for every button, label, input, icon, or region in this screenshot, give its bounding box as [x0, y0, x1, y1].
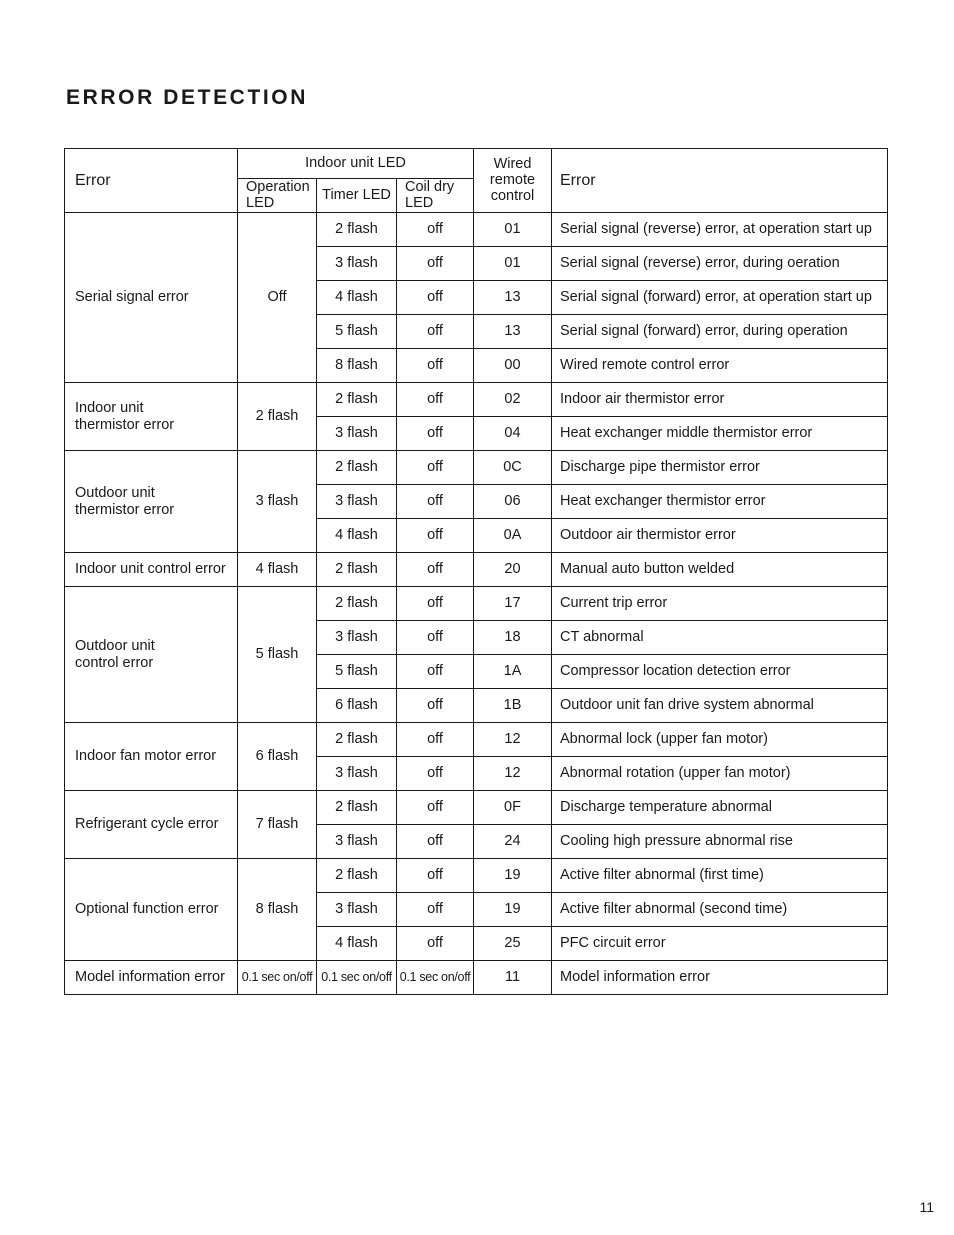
wired-remote-code-cell: 11	[474, 961, 552, 995]
wired-remote-code-cell: 17	[474, 587, 552, 621]
error-description-cell: Current trip error	[552, 587, 888, 621]
wired-remote-code-cell: 06	[474, 485, 552, 519]
error-description-cell: Discharge temperature abnormal	[552, 791, 888, 825]
timer-led-cell: 3 flash	[317, 247, 397, 281]
wired-remote-code-cell: 24	[474, 825, 552, 859]
wired-remote-code-cell: 0C	[474, 451, 552, 485]
table-row	[65, 859, 888, 893]
error-description-cell: PFC circuit error	[552, 927, 888, 961]
table-row	[65, 723, 888, 757]
error-description-cell: Wired remote control error	[552, 349, 888, 383]
coil-dry-led-cell: off	[397, 825, 474, 859]
header-operation-led: Operation LED	[238, 179, 317, 213]
wired-remote-code-cell: 13	[474, 281, 552, 315]
coil-dry-led-cell: off	[397, 927, 474, 961]
timer-led-cell: 3 flash	[317, 757, 397, 791]
timer-led-cell: 4 flash	[317, 281, 397, 315]
error-category-cell: Indoor unit thermistor error	[65, 383, 238, 451]
wired-remote-code-cell: 0F	[474, 791, 552, 825]
coil-dry-led-cell: off	[397, 417, 474, 451]
operation-led-cell: 5 flash	[238, 587, 317, 723]
error-description-cell: Compressor location detection error	[552, 655, 888, 689]
page-number: 11	[919, 1199, 934, 1215]
error-description-cell: Discharge pipe thermistor error	[552, 451, 888, 485]
timer-led-cell: 3 flash	[317, 485, 397, 519]
table-row	[65, 383, 888, 417]
error-description-cell: Heat exchanger thermistor error	[552, 485, 888, 519]
wired-remote-code-cell: 12	[474, 723, 552, 757]
timer-led-cell: 2 flash	[317, 383, 397, 417]
wired-remote-code-cell: 1A	[474, 655, 552, 689]
coil-dry-led-cell: off	[397, 349, 474, 383]
timer-led-cell: 2 flash	[317, 587, 397, 621]
timer-led-cell: 2 flash	[317, 553, 397, 587]
error-category-cell: Optional function error	[65, 859, 238, 961]
error-description-cell: Active filter abnormal (first time)	[552, 859, 888, 893]
wired-remote-code-cell: 01	[474, 213, 552, 247]
table-row	[65, 587, 888, 621]
timer-led-cell: 3 flash	[317, 417, 397, 451]
header-wired-remote: Wired remote control	[474, 149, 552, 213]
error-category-cell: Outdoor unit control error	[65, 587, 238, 723]
timer-led-cell: 2 flash	[317, 791, 397, 825]
operation-led-cell: Off	[238, 213, 317, 383]
timer-led-cell: 2 flash	[317, 859, 397, 893]
coil-dry-led-cell: off	[397, 553, 474, 587]
timer-led-cell: 2 flash	[317, 723, 397, 757]
timer-led-cell: 0.1 sec on/off	[317, 961, 397, 995]
error-category-cell: Outdoor unit thermistor error	[65, 451, 238, 553]
error-description-cell: Serial signal (forward) error, during operation	[552, 315, 888, 349]
error-description-cell: Indoor air thermistor error	[552, 383, 888, 417]
page-title: ERROR DETECTION	[66, 86, 309, 109]
wired-remote-code-cell: 19	[474, 859, 552, 893]
error-description-cell: Abnormal lock (upper fan motor)	[552, 723, 888, 757]
wired-remote-code-cell: 18	[474, 621, 552, 655]
timer-led-cell: 4 flash	[317, 927, 397, 961]
timer-led-cell: 2 flash	[317, 213, 397, 247]
wired-remote-code-cell: 19	[474, 893, 552, 927]
wired-remote-code-cell: 1B	[474, 689, 552, 723]
wired-remote-code-cell: 00	[474, 349, 552, 383]
coil-dry-led-cell: off	[397, 519, 474, 553]
error-category-cell: Serial signal error	[65, 213, 238, 383]
error-description-cell: Manual auto button welded	[552, 553, 888, 587]
table-body	[65, 149, 888, 995]
coil-dry-led-cell: off	[397, 451, 474, 485]
timer-led-cell: 5 flash	[317, 315, 397, 349]
wired-remote-code-cell: 0A	[474, 519, 552, 553]
coil-dry-led-cell: off	[397, 281, 474, 315]
table-row	[65, 791, 888, 825]
timer-led-cell: 3 flash	[317, 621, 397, 655]
coil-dry-led-cell: off	[397, 791, 474, 825]
timer-led-cell: 8 flash	[317, 349, 397, 383]
error-description-cell: Serial signal (reverse) error, during oeration	[552, 247, 888, 281]
header-indoor-led-group: Indoor unit LED	[238, 149, 474, 179]
wired-remote-code-cell: 20	[474, 553, 552, 587]
timer-led-cell: 3 flash	[317, 893, 397, 927]
header-timer-led: Timer LED	[317, 179, 397, 213]
error-description-cell: Cooling high pressure abnormal rise	[552, 825, 888, 859]
wired-remote-code-cell: 25	[474, 927, 552, 961]
table-row	[65, 553, 888, 587]
error-description-cell: Outdoor unit fan drive system abnormal	[552, 689, 888, 723]
coil-dry-led-cell: off	[397, 383, 474, 417]
timer-led-cell: 6 flash	[317, 689, 397, 723]
coil-dry-led-cell: 0.1 sec on/off	[397, 961, 474, 995]
coil-dry-led-cell: off	[397, 621, 474, 655]
error-description-cell: Serial signal (reverse) error, at operation start up	[552, 213, 888, 247]
error-category-cell: Refrigerant cycle error	[65, 791, 238, 859]
operation-led-cell: 4 flash	[238, 553, 317, 587]
coil-dry-led-cell: off	[397, 757, 474, 791]
coil-dry-led-cell: off	[397, 315, 474, 349]
table-row	[65, 451, 888, 485]
header-error-right: Error	[552, 149, 888, 213]
wired-remote-code-cell: 13	[474, 315, 552, 349]
wired-remote-code-cell: 12	[474, 757, 552, 791]
timer-led-cell: 4 flash	[317, 519, 397, 553]
coil-dry-led-cell: off	[397, 213, 474, 247]
header-coil-dry-led: Coil dry LED	[397, 179, 474, 213]
table-header-row	[65, 149, 888, 179]
header-error-left: Error	[65, 149, 238, 213]
error-description-cell: Active filter abnormal (second time)	[552, 893, 888, 927]
error-description-cell: Outdoor air thermistor error	[552, 519, 888, 553]
wired-remote-code-cell: 02	[474, 383, 552, 417]
operation-led-cell: 6 flash	[238, 723, 317, 791]
operation-led-cell: 8 flash	[238, 859, 317, 961]
coil-dry-led-cell: off	[397, 587, 474, 621]
operation-led-cell: 0.1 sec on/off	[238, 961, 317, 995]
timer-led-cell: 5 flash	[317, 655, 397, 689]
error-detection-table	[64, 148, 888, 995]
error-description-cell: Abnormal rotation (upper fan motor)	[552, 757, 888, 791]
table-row	[65, 213, 888, 247]
coil-dry-led-cell: off	[397, 247, 474, 281]
error-description-cell: CT abnormal	[552, 621, 888, 655]
coil-dry-led-cell: off	[397, 655, 474, 689]
operation-led-cell: 2 flash	[238, 383, 317, 451]
coil-dry-led-cell: off	[397, 859, 474, 893]
error-category-cell: Model information error	[65, 961, 238, 995]
coil-dry-led-cell: off	[397, 723, 474, 757]
error-description-cell: Serial signal (forward) error, at operation start up	[552, 281, 888, 315]
timer-led-cell: 3 flash	[317, 825, 397, 859]
error-category-cell: Indoor unit control error	[65, 553, 238, 587]
error-description-cell: Heat exchanger middle thermistor error	[552, 417, 888, 451]
error-category-cell: Indoor fan motor error	[65, 723, 238, 791]
operation-led-cell: 3 flash	[238, 451, 317, 553]
table-row	[65, 961, 888, 995]
coil-dry-led-cell: off	[397, 689, 474, 723]
wired-remote-code-cell: 01	[474, 247, 552, 281]
coil-dry-led-cell: off	[397, 893, 474, 927]
timer-led-cell: 2 flash	[317, 451, 397, 485]
wired-remote-code-cell: 04	[474, 417, 552, 451]
operation-led-cell: 7 flash	[238, 791, 317, 859]
coil-dry-led-cell: off	[397, 485, 474, 519]
error-description-cell: Model information error	[552, 961, 888, 995]
